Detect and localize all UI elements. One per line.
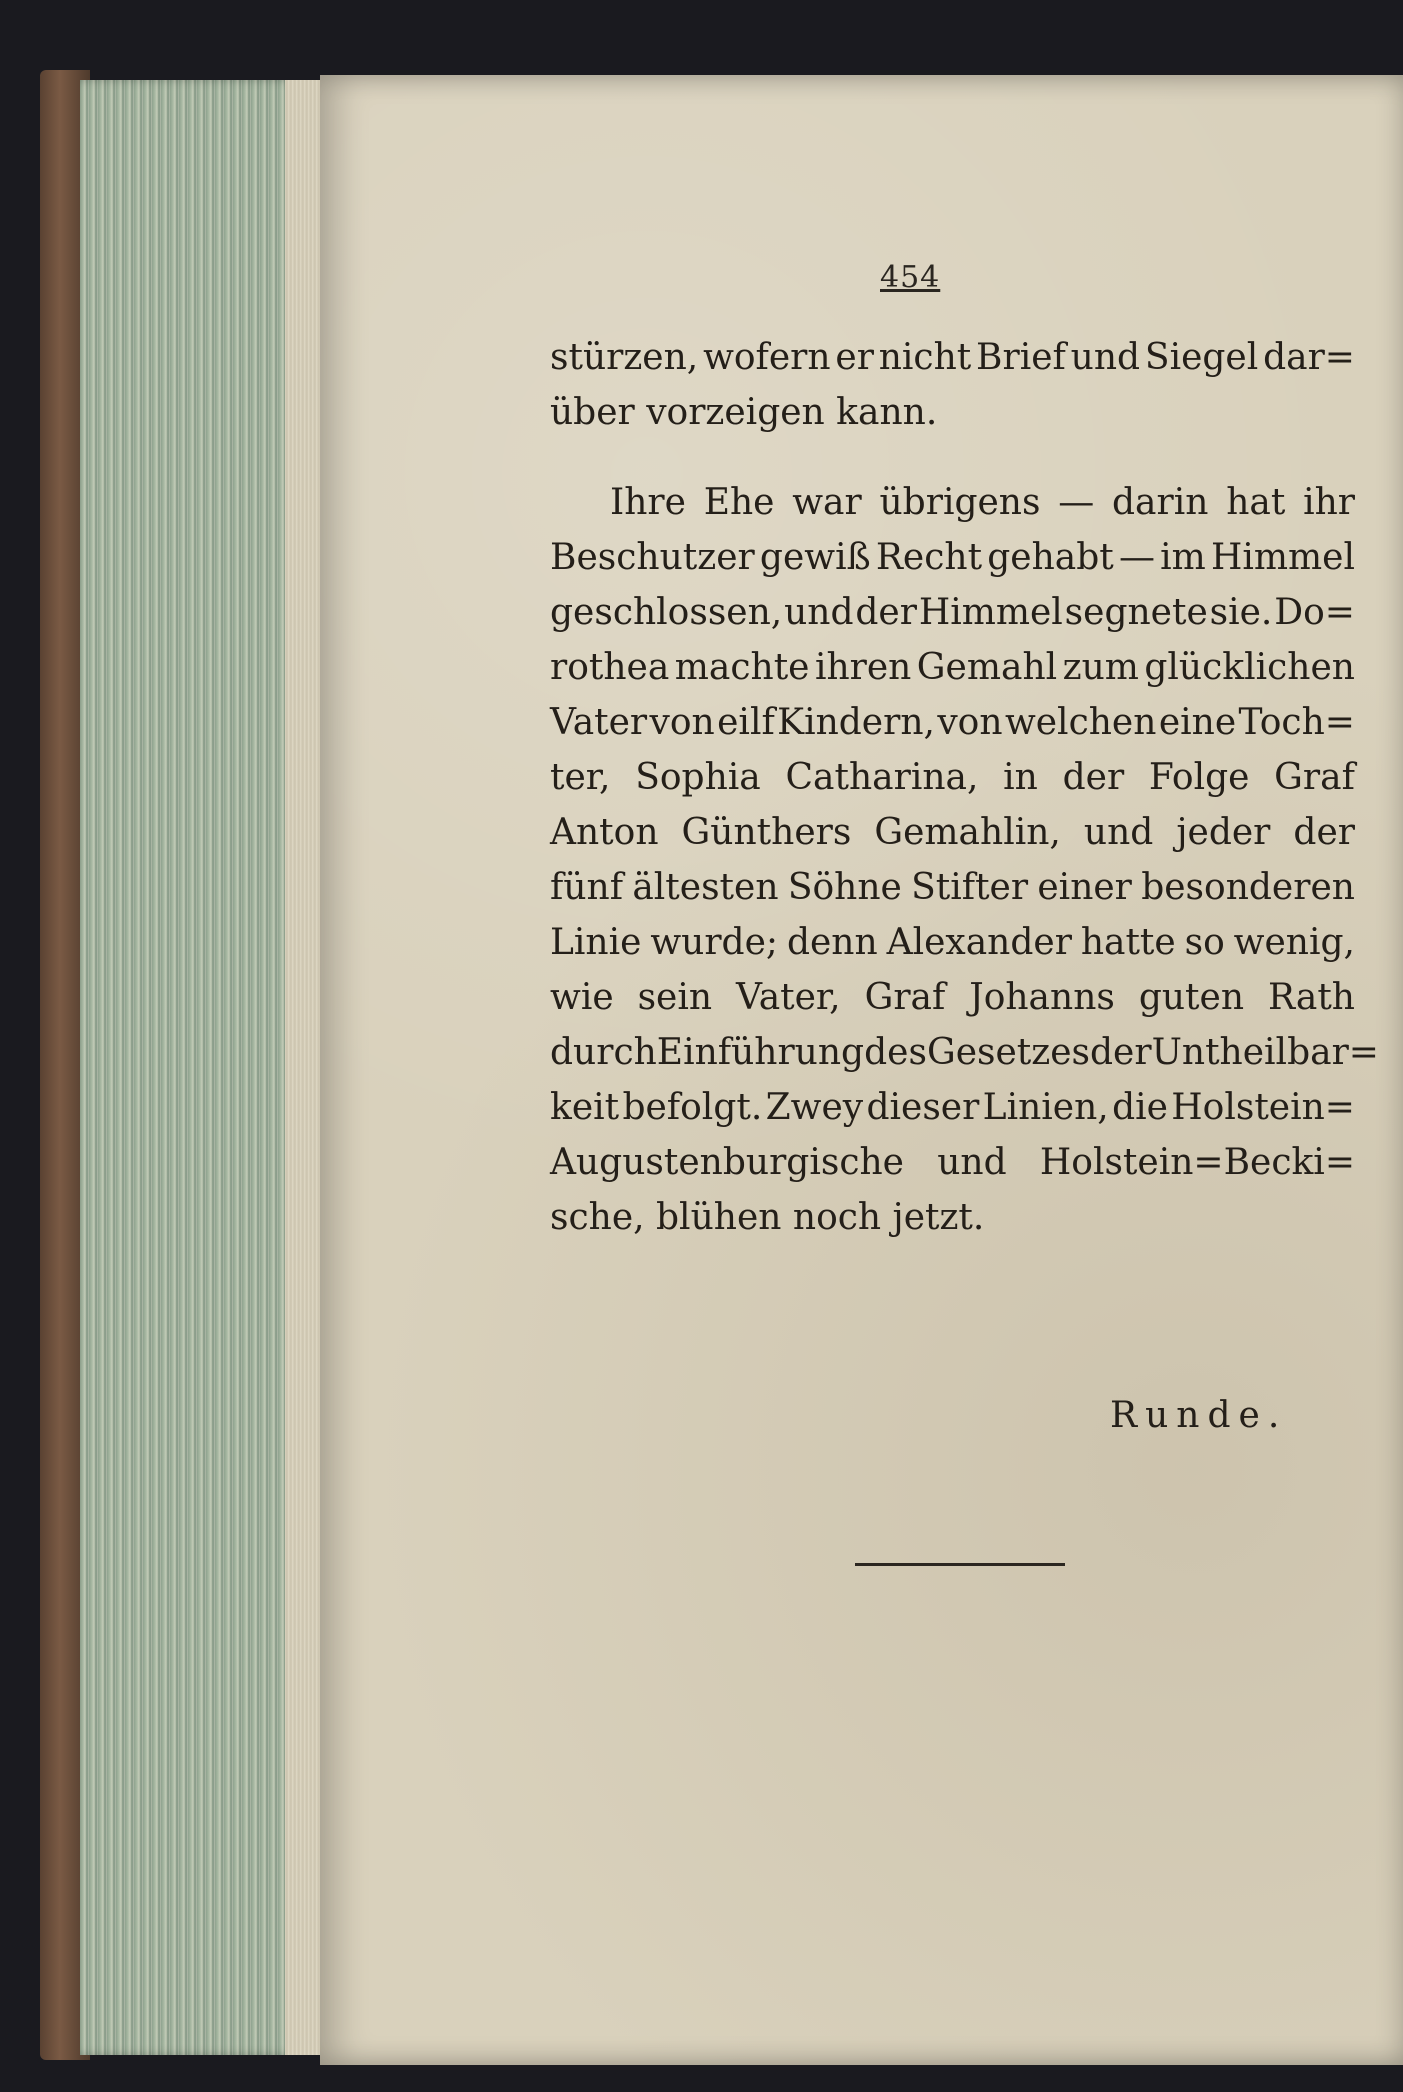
text-line: ter, Sophia Catharina, in der Folge Graf — [550, 757, 1355, 798]
text-line: Linie wurde; denn Alexander hatte so wenig, — [550, 922, 1355, 963]
book-page — [320, 75, 1403, 2065]
text-line: durch Einführung des Gesetzes der Untheilbar= — [550, 1032, 1379, 1073]
end-rule — [855, 1563, 1065, 1566]
text-line: sche, blühen noch jetzt. — [550, 1197, 985, 1238]
text-line: über vorzeigen kann. — [550, 392, 938, 433]
text-line: Vater von eilf Kindern, von welchen eine Toch= — [550, 702, 1355, 743]
text-line: Beschutzer gewiß Recht gehabt — im Himmel — [550, 537, 1355, 578]
text-line: stürzen, wofern er nicht Brief und Siegel dar= — [550, 337, 1355, 378]
text-line: fünf ältesten Söhne Stifter einer besonderen — [550, 867, 1355, 908]
text-line: geschlossen, und der Himmel segnete sie. Do= — [550, 592, 1355, 633]
book — [40, 70, 1403, 2070]
closing-word: Runde. — [1110, 1395, 1288, 1436]
text-line: Augustenburgische und Holstein=Becki= — [550, 1142, 1355, 1183]
text-line: wie sein Vater, Graf Johanns guten Rath — [550, 977, 1355, 1018]
page-edges — [80, 80, 320, 2055]
text-line: keit befolgt. Zwey dieser Linien, die Holstein= — [550, 1087, 1355, 1128]
text-line: Anton Günthers Gemahlin, und jeder der — [550, 812, 1355, 853]
page-number: 454 — [880, 260, 941, 295]
text-line: Ihre Ehe war übrigens — darin hat ihr — [610, 482, 1355, 523]
text-line: rothea machte ihren Gemahl zum glücklichen — [550, 647, 1355, 688]
